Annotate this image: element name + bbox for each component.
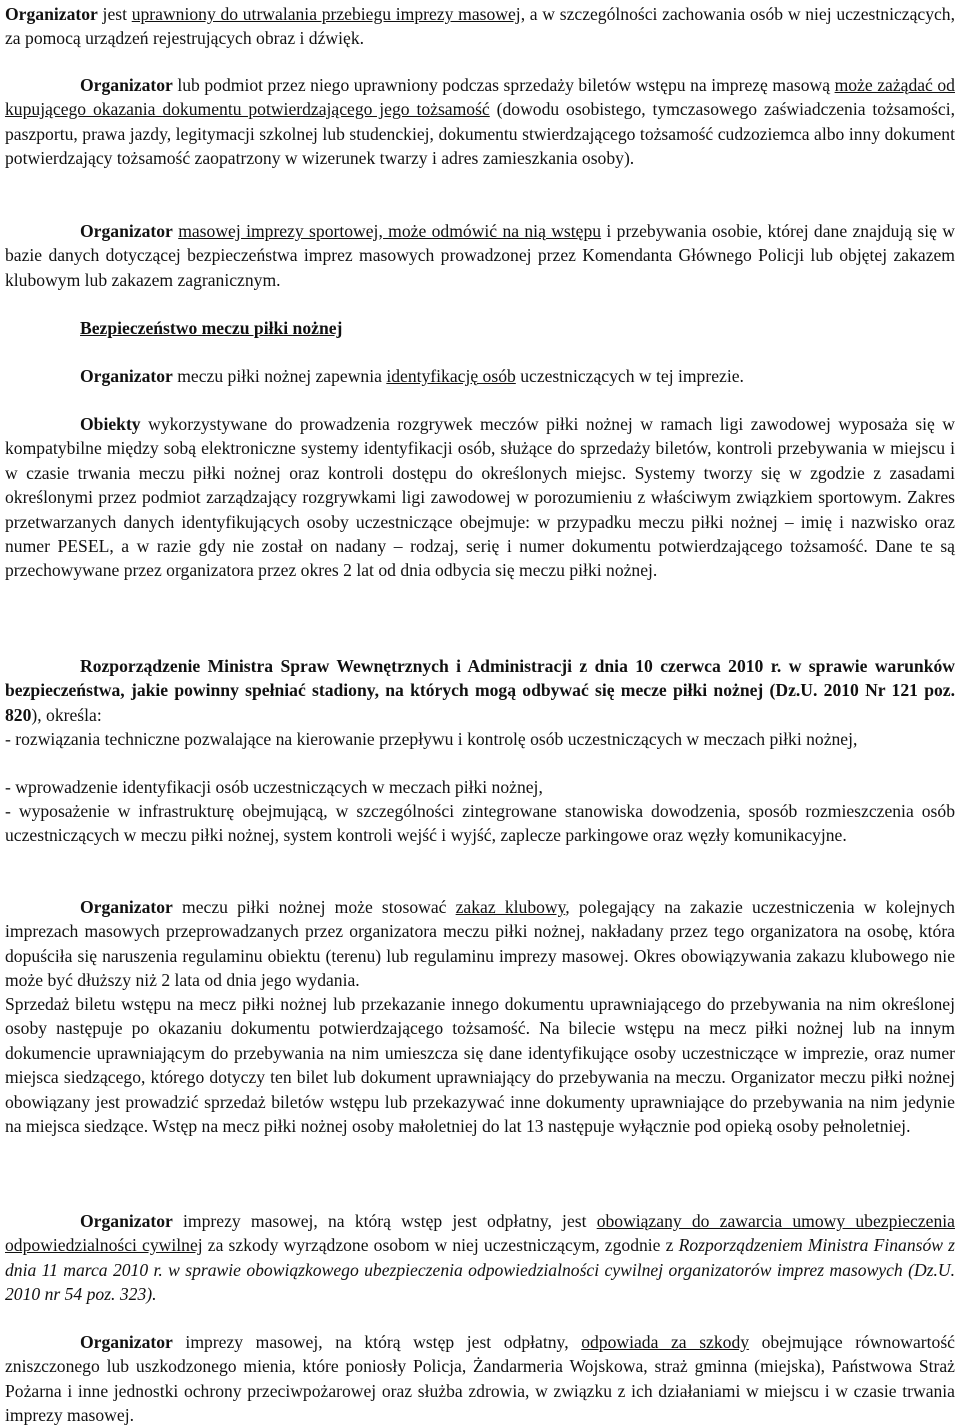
- paragraph-insurance: Organizator imprezy masowej, na którą wstęp jest odpłatny, jest obowiązany do zawarcia umowy ubezpieczenia odpowiedzialności cywilnej za szkody wyrządzone osobom w niej uczestniczącym, zgodnie z Rozporządzeniem Ministra Finansów z dnia 11 marca 2010 r. w sprawie obowiązkowego ubezpieczenia odpowiedzialności cywilnej organizatorów imprez masowych (Dz.U. 2010 nr 54 poz. 323).: [5, 1211, 956, 1305]
- organizer-term: Organizator: [80, 1332, 173, 1352]
- underlined-phrase: masowej imprezy sportowej, może odmówić na nią wstępu: [178, 221, 602, 241]
- underlined-phrase: odpowiada za szkody: [581, 1332, 750, 1352]
- paragraph-damages: Organizator imprezy masowej, na którą wstęp jest odpłatny, odpowiada za szkody obejmujące równowartość zniszczonego lub uszkodzonego mienia, które poniosły Policja, Żandarmeria Wojskowa, straż gminna (miejska), Państwowa Straż Pożarna i inne jednostki ochrony przeciwpożarowej oraz służba zdrowia, w związku z ich działaniami w miejscu i w czasie trwania imprezy masowej.: [5, 1332, 955, 1426]
- objects-term: Obiekty: [80, 414, 141, 434]
- italic-citation: Rozporządzeniem Ministra Finansów z dnia 11 marca 2010 r. w sprawie obowiązkowego ubezpieczenia odpowiedzialności cywilnej organizatorów imprez masowych (Dz.U. 2010 nr 54 poz. 323).: [5, 1235, 956, 1305]
- section-heading: Bezpieczeństwo meczu piłki nożnej: [80, 318, 343, 338]
- underlined-phrase: obowiązany do zawarcia umowy ubezpieczenia odpowiedzialności cywilnej: [5, 1211, 955, 1256]
- paragraph-regulation: Rozporządzenie Ministra Spraw Wewnętrznych i Administracji z dnia 10 czerwca 2010 r. w sprawie warunków bezpieczeństwa, jakie powinny spełniać stadiony, na których mogą odbywać się mecze piłki nożnej (Dz.U. 2010 Nr 121 poz. 820), określa:: [5, 656, 955, 725]
- paragraph-ticket-sales: Sprzedaż biletu wstępu na mecz piłki nożnej lub przekazanie innego dokumentu uprawniającego do przebywania na nim określonej osoby następuje po okazaniu dokumentu potwierdzającego tożsamość. Na bilecie wstępu na mecz piłki nożnej lub na innym dokumencie uprawniającym do przebywania na nim umieszcza się dane identyfikujące osoby uczestniczące w imprezie, oraz numer miejsca siedzącego, którego dotyczy ten bilet lub dokument uprawniający do przebywania na meczu. Organizator meczu piłki nożnej obowiązany jest prowadzić sprzedaż biletów wstępu lub przekazywać inne dokumenty uprawniające do przebywania na nim jedynie na miejsca siedzące. Wstęp na mecz piłki nożnej osoby małoletniej do lat 13 następuje wyłącznie pod opieką osoby pełnoletniej.: [5, 994, 955, 1137]
- underlined-phrase: może zażądać od kupującego okazania dokumentu potwierdzającego jego tożsamość: [5, 75, 955, 120]
- paragraph-identification: Organizator meczu piłki nożnej zapewnia identyfikację osób uczestniczących w tej imprezie.: [80, 366, 744, 386]
- organizer-term: Organizator: [5, 4, 98, 24]
- organizer-term: Organizator: [80, 221, 173, 241]
- paragraph-refuse-entry: Organizator masowej imprezy sportowej, może odmówić na nią wstępu i przebywania osobie, której dane znajdują się w bazie danych dotyczącej bezpieczeństwa imprez masowych prowadzonej przez Komendanta Głównego Policji lub objętej zakazem klubowym lub zakazem zagranicznym.: [5, 221, 955, 290]
- paragraph-recording-rights: Organizator jest uprawniony do utrwalania przebiegu imprezy masowej, a w szczególności zachowania osób w niej uczestniczących, za pomocą urządzeń rejestrujących obraz i dźwięk.: [5, 4, 955, 49]
- list-item: - rozwiązania techniczne pozwalające na kierowanie przepływu i kontrolę osób uczestniczących w meczach piłki nożnej,: [5, 729, 858, 749]
- regulation-title: Rozporządzenie Ministra Spraw Wewnętrznych i Administracji z dnia 10 czerwca 2010 r. w sprawie warunków bezpieczeństwa, jakie powinny spełniać stadiony, na których mogą odbywać się mecze piłki nożnej (Dz.U. 2010 Nr 121 poz. 820: [5, 656, 955, 725]
- list-item: - wyposażenie w infrastrukturę obejmującą, w szczególności zintegrowane stanowiska dowodzenia, sposób rozmieszczenia osób uczestniczących w meczu piłki nożnej, system kontroli wejść i wyjść, zaplecze parkingowe oraz węzły komunikacyjne.: [5, 801, 955, 846]
- list-item: - wprowadzenie identyfikacji osób uczestniczących w meczach piłki nożnej,: [5, 777, 543, 797]
- organizer-term: Organizator: [80, 1211, 173, 1231]
- organizer-term: Organizator: [80, 75, 173, 95]
- paragraph-identity-check: Organizator lub podmiot przez niego uprawniony podczas sprzedaży biletów wstępu na imprezę masową może zażądać od kupującego okazania dokumentu potwierdzającego jego tożsamość (dowodu osobistego, tymczasowego zaświadczenia tożsamości, paszportu, prawa jazdy, legitymacji szkolnej lub studenckiej, dokumentu stwierdzającego tożsamość cudzoziemca albo inny dokument potwierdzający tożsamość zaopatrzony w wizerunek twarzy i adres zamieszkania osoby).: [5, 75, 955, 169]
- organizer-term: Organizator: [80, 366, 173, 386]
- underlined-phrase: identyfikację osób: [386, 366, 516, 386]
- underlined-phrase: zakaz klubowy: [455, 897, 566, 917]
- organizer-term: Organizator: [80, 897, 173, 917]
- paragraph-club-ban: Organizator meczu piłki nożnej może stosować zakaz klubowy, polegający na zakazie uczestniczenia w kolejnych imprezach masowych przeprowadzanych przez organizatora meczu piłki nożnej, nakładany przez tego organizatora na osobę, która dopuściła się naruszenia regulaminu obiektu (terenu) lub regulaminu imprezy masowej. Okres obowiązywania zakazu klubowego nie może być dłuższy niż 2 lata od dnia jego wydania.: [5, 897, 955, 991]
- paragraph-objects-systems: Obiekty wykorzystywane do prowadzenia rozgrywek meczów piłki nożnej w ramach ligi zawodowej wyposaża się w kompatybilne między sobą elektroniczne systemy identyfikacji osób, służące do sprzedaży biletów, kontroli przebywania w miejscu i w czasie trwania meczu piłki nożnej oraz kontroli dostępu do określonych miejsc. Systemy tworzy się w zgodzie z zasadami określonymi przez podmiot zarządzający rozgrywkami ligi zawodowej w porozumieniu z właściwym związkiem sportowym. Zakres przetwarzanych danych identyfikujących osoby uczestniczące obejmuje: w przypadku meczu piłki nożnej – imię i nazwisko oraz numer PESEL, a w razie gdy nie został on nadany – rodzaj, serię i numer dokumentu potwierdzającego tożsamość. Dane te są przechowywane przez organizatora przez okres 2 lat od dnia odbycia się meczu piłki nożnej.: [5, 414, 955, 581]
- underlined-phrase: uprawniony do utrwalania przebiegu imprezy masowej: [131, 4, 521, 24]
